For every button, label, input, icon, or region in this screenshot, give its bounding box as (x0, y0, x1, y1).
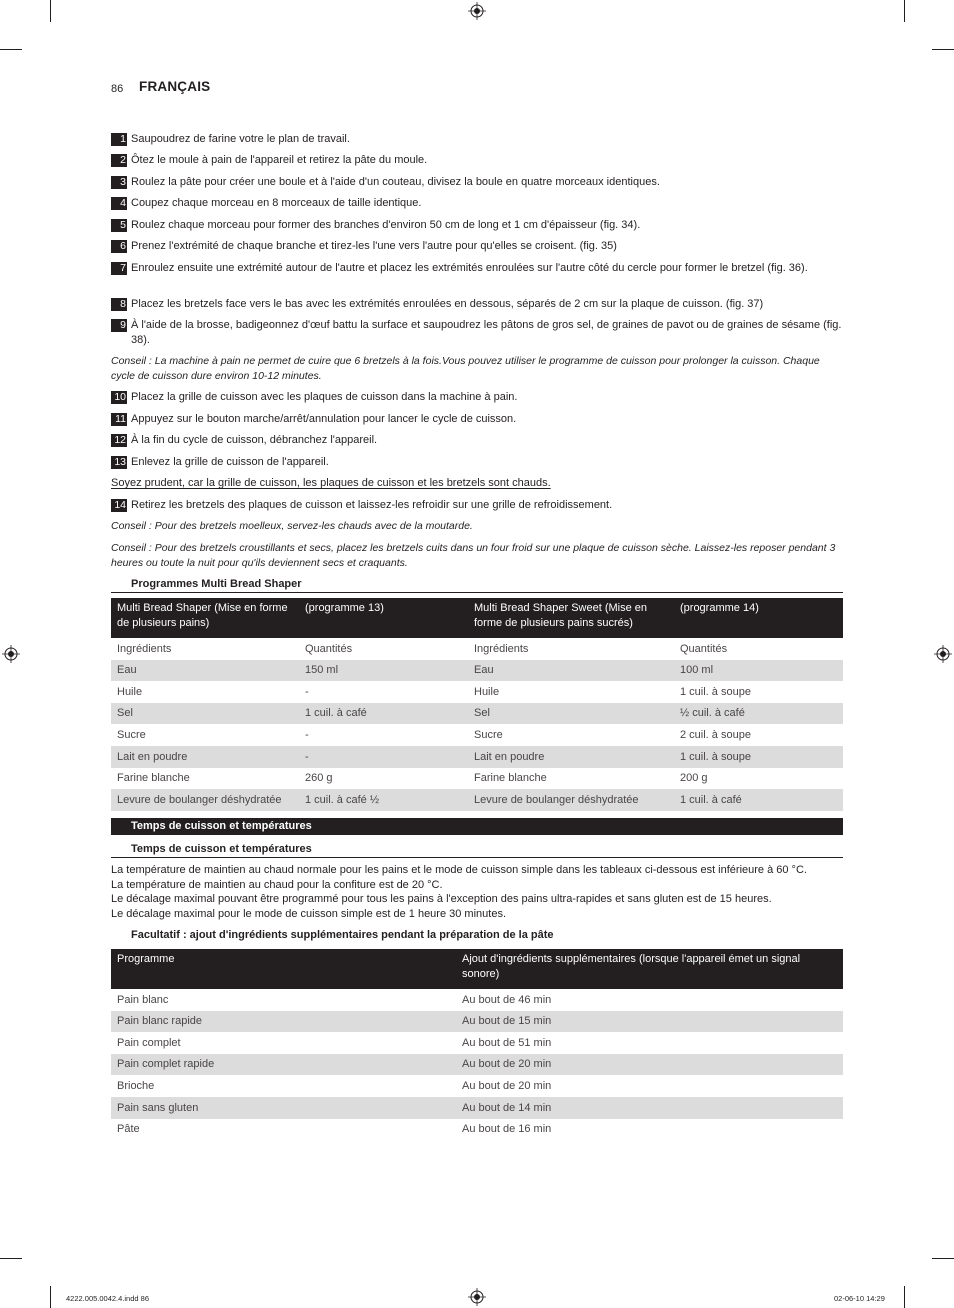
footer-date: 02-06-10 14:29 (834, 1294, 885, 1303)
step-item (111, 390, 843, 405)
step-number: 4 (111, 197, 127, 210)
crop-mark (904, 1286, 905, 1308)
table-cell: Farine blanche (474, 772, 547, 785)
table-row (111, 1032, 843, 1054)
table-row (111, 1054, 843, 1076)
step-number: 1 (111, 133, 127, 146)
table-cell: Lait en poudre (468, 746, 674, 768)
table-cell: Huile (474, 685, 500, 698)
table-cell: Au bout de 16 min (462, 1123, 552, 1136)
step-text: Enlevez la grille de cuisson de l'appareil. (131, 456, 329, 468)
table-row (111, 703, 843, 725)
table-cell: Levure de boulanger déshydratée (468, 789, 674, 811)
step-text: Saupoudrez de farine votre le plan de travail. (131, 133, 350, 145)
registration-mark-icon (468, 2, 486, 20)
table-cell: Levure de boulanger déshydratée (111, 789, 299, 811)
programs-table (111, 598, 843, 811)
crop-mark (50, 0, 51, 22)
step-number: 11 (111, 413, 127, 426)
step-text: Roulez chaque morceau pour former des branches d'environ 50 cm de long et 1 cm d'épaisseur (fig. 34). (131, 219, 641, 231)
table-row (111, 746, 843, 768)
table-cell: Eau (468, 660, 674, 682)
table-row (111, 768, 843, 790)
table-cell: 1 cuil. à café (674, 789, 843, 811)
table-cell: Pâte (117, 1123, 140, 1136)
page-language: FRANÇAIS (139, 79, 211, 94)
table-row (111, 681, 843, 703)
step-number: 10 (111, 391, 127, 404)
table-header-cell: Ajout d'ingrédients supplémentaires (lorsque l'appareil émet un signal sonore) (456, 949, 843, 989)
step-item (111, 196, 843, 211)
section-rule (111, 592, 843, 593)
step-number: 2 (111, 154, 127, 167)
section-title: Programmes Multi Bread Shaper (131, 578, 302, 590)
table-cell: Huile (117, 685, 143, 698)
table-cell: Ingrédients (474, 642, 529, 655)
table-row (111, 724, 843, 746)
step-text: Enroulez ensuite une extrémité autour de l'autre et placez les extrémités enroulées sur l'autre côté du cercle pour former le bretzel (fig. 36). (131, 262, 808, 274)
table-cell: Au bout de 15 min (456, 1011, 843, 1033)
table-row (111, 1119, 843, 1141)
step-item (111, 153, 843, 168)
step-text: À l'aide de la brosse, badigeonnez d'œuf battu la surface et saupoudrez les pâtons de gros sel, de graines de pavot ou de graines de sésame (fig. 38). (131, 319, 842, 346)
table-cell: 260 g (305, 772, 333, 785)
section-title: Facultatif : ajout d'ingrédients supplémentaires pendant la préparation de la pâte (131, 929, 554, 941)
table-cell: - (305, 685, 309, 698)
step-number: 6 (111, 240, 127, 253)
table-cell: Farine blanche (117, 772, 190, 785)
step-item (111, 132, 843, 147)
table-cell: 1 cuil. à soupe (674, 746, 843, 768)
section-bar: Temps de cuisson et températures (111, 818, 843, 835)
table-cell: Pain sans gluten (111, 1097, 456, 1119)
table-header-cell: (programme 13) (299, 598, 468, 638)
step-text: Roulez la pâte pour créer une boule et à l'aide d'un couteau, divisez la boule en quatre morceaux identiques. (131, 176, 660, 188)
step-text: Placez les bretzels face vers le bas avec les extrémités enroulées en dessous, séparés de 2 cm sur la plaque de cuisson. (fig. 37) (131, 298, 764, 310)
table-cell: 1 cuil. à soupe (680, 685, 751, 698)
step-text: Prenez l'extrémité de chaque branche et tirez-les l'une vers l'autre pour qu'elles se croisent. (fig. 35) (131, 240, 617, 252)
step-number: 7 (111, 262, 127, 275)
info-paragraph (111, 863, 851, 921)
section-title: Temps de cuisson et températures (131, 843, 312, 855)
step-number: 8 (111, 298, 127, 311)
table-cell: Au bout de 46 min (462, 993, 552, 1006)
step-text: Coupez chaque morceau en 8 morceaux de taille identique. (131, 197, 422, 209)
table-header-cell: Multi Bread Shaper (Mise en forme de plusieurs pains) (111, 598, 299, 638)
table-cell: Quantités (680, 642, 728, 655)
step-number: 14 (111, 499, 127, 512)
table-cell: Au bout de 20 min (462, 1079, 552, 1092)
crop-mark (0, 1258, 22, 1259)
table-header-row (111, 949, 843, 989)
table-cell: Ingrédients (117, 642, 172, 655)
table-cell: 1 cuil. à café ½ (299, 789, 468, 811)
table-cell: Pain blanc (117, 993, 169, 1006)
step-text: Ôtez le moule à pain de l'appareil et retirez la pâte du moule. (131, 154, 428, 166)
table-row (111, 1097, 843, 1119)
tip-note: Conseil : La machine à pain ne permet de cuire que 6 bretzels à la fois.Vous pouvez utiliser le programme de cuisson pour prolonger la cuisson. Chaque cycle de cuisson dure environ 10-12 minutes. (111, 355, 820, 382)
info-line: La température de maintien au chaud normale pour les pains et le mode de cuisson simple dans les tableaux ci-dessous est inférieure à 60 °C. (111, 864, 807, 876)
optional-ingredients-table (111, 949, 843, 1140)
table-cell: 200 g (680, 772, 708, 785)
table-row (111, 1075, 843, 1097)
table-cell: Sel (468, 703, 674, 725)
table-row (111, 989, 843, 1011)
table-cell: Pain complet rapide (111, 1054, 456, 1076)
footer-file-name: 4222.005.0042.4.indd 86 (66, 1294, 149, 1303)
table-header-row (111, 598, 843, 638)
step-item (111, 239, 843, 254)
table-cell: Au bout de 14 min (456, 1097, 843, 1119)
step-item (111, 261, 843, 276)
table-cell: 2 cuil. à soupe (680, 728, 751, 741)
step-text: Placez la grille de cuisson avec les plaques de cuisson dans la machine à pain. (131, 391, 518, 403)
step-text: À la fin du cycle de cuisson, débranchez l'appareil. (131, 434, 378, 446)
step-item (111, 218, 843, 233)
table-cell: Au bout de 20 min (456, 1054, 843, 1076)
table-header-cell: Programme (111, 949, 456, 989)
step-text: Appuyez sur le bouton marche/arrêt/annulation pour lancer le cycle de cuisson. (131, 413, 517, 425)
registration-mark-icon (934, 645, 952, 663)
crop-mark (932, 1258, 954, 1259)
table-cell: 100 ml (674, 660, 843, 682)
table-header-cell: (programme 14) (674, 598, 843, 638)
table-cell: - (299, 746, 468, 768)
section-rule (111, 857, 843, 858)
info-line: Le décalage maximal pour le mode de cuisson simple est de 1 heure 30 minutes. (111, 907, 507, 920)
step-item (111, 498, 843, 513)
step-item (111, 297, 843, 312)
table-cell: Sel (111, 703, 299, 725)
crop-mark (0, 49, 22, 50)
info-line: Le décalage maximal pouvant être programmé pour tous les pains à l'exception des pains ultra-rapides et sans gluten est de 15 heures. (111, 893, 772, 905)
step-text: Retirez les bretzels des plaques de cuisson et laissez-les refroidir sur une grille de refroidissement. (131, 499, 613, 511)
table-cell: ½ cuil. à café (674, 703, 843, 725)
table-row (111, 789, 843, 811)
table-cell: Pain complet (117, 1036, 181, 1049)
table-row (111, 1011, 843, 1033)
table-row (111, 660, 843, 682)
registration-mark-icon (468, 1288, 486, 1306)
table-cell: Quantités (305, 642, 353, 655)
tip-note: Conseil : Pour des bretzels croustillants et secs, placez les bretzels cuits dans un four froid sur une plaque de cuisson sèche. Laissez-les reposer pendant 3 heures ou toute la nuit pour qu'ils deviennent secs et craquants. (111, 542, 836, 569)
page-number: 86 (111, 83, 124, 95)
table-row (111, 638, 843, 660)
table-cell: Pain blanc rapide (111, 1011, 456, 1033)
info-line: La température de maintien au chaud pour la confiture est de 20 °C. (111, 878, 443, 891)
table-cell: - (305, 728, 309, 741)
table-cell: Sucre (117, 728, 146, 741)
warning-note: Soyez prudent, car la grille de cuisson, les plaques de cuisson et les bretzels sont chauds. (111, 477, 551, 489)
step-item (111, 412, 843, 427)
table-cell: Lait en poudre (111, 746, 299, 768)
step-item (111, 433, 843, 448)
step-number: 13 (111, 456, 127, 469)
step-item (111, 175, 843, 190)
table-cell: Au bout de 51 min (462, 1036, 552, 1049)
table-header-cell: Multi Bread Shaper Sweet (Mise en forme de plusieurs pains sucrés) (468, 598, 674, 638)
step-number: 3 (111, 176, 127, 189)
step-number: 9 (111, 319, 127, 332)
step-item (111, 318, 843, 347)
tip-note: Conseil : Pour des bretzels moelleux, servez-les chauds avec de la moutarde. (111, 520, 473, 532)
step-number: 5 (111, 219, 127, 232)
table-cell: 150 ml (299, 660, 468, 682)
table-cell: Eau (111, 660, 299, 682)
step-item (111, 455, 843, 470)
table-cell: Brioche (117, 1079, 155, 1092)
crop-mark (50, 1286, 51, 1308)
table-cell: 1 cuil. à café (299, 703, 468, 725)
step-number: 12 (111, 434, 127, 447)
table-cell: Sucre (474, 728, 503, 741)
registration-mark-icon (2, 645, 20, 663)
crop-mark (904, 0, 905, 22)
crop-mark (932, 49, 954, 50)
